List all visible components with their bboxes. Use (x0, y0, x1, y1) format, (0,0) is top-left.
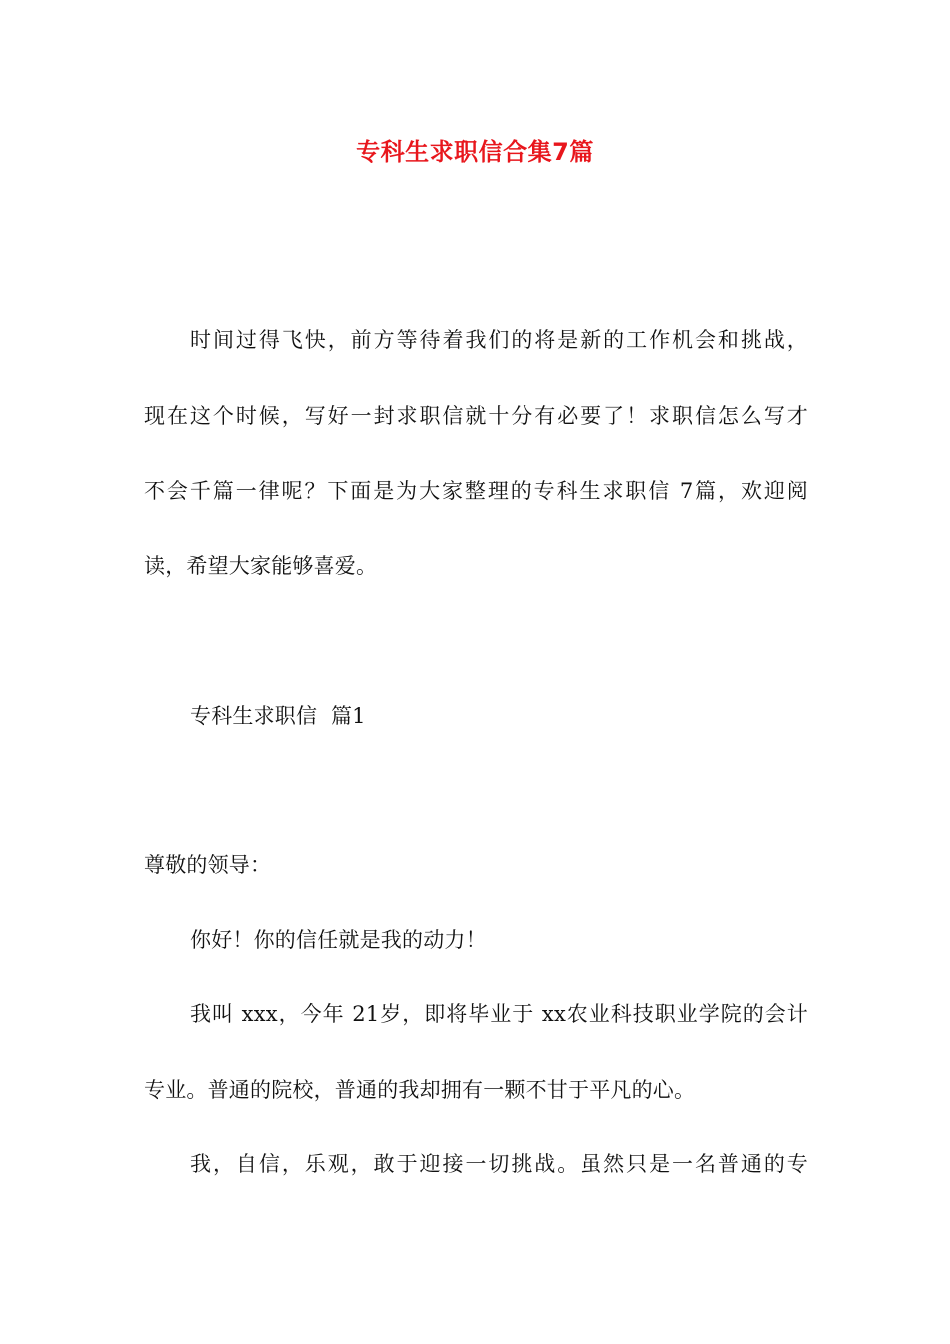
paragraph-1-line-1: 我叫 xxx，今年 21岁，即将毕业于 xx农业科技职业学院的会计 (190, 1002, 808, 1026)
intro-line-3: 不会千篇一律呢？下面是为大家整理的专科生求职信 7篇，欢迎阅 (144, 479, 808, 503)
intro-line-1: 时间过得飞快，前方等待着我们的将是新的工作机会和挑战， (190, 328, 808, 352)
intro-line-4: 读，希望大家能够喜爱。 (144, 554, 378, 578)
paragraph-2-line-1: 我，自信，乐观，敢于迎接一切挑战。虽然只是一名普通的专 (190, 1152, 808, 1176)
document-title: 专科生求职信合集7篇 (356, 138, 594, 166)
greeting: 你好！你的信任就是我的动力！ (190, 928, 487, 952)
paragraph-1-line-2: 专业。普通的院校，普通的我却拥有一颗不甘于平凡的心。 (144, 1078, 696, 1102)
intro-line-2: 现在这个时候，写好一封求职信就十分有必要了！求职信怎么写才 (144, 404, 808, 428)
section-heading: 专科生求职信 篇1 (190, 704, 366, 728)
salutation: 尊敬的领导： (144, 853, 272, 877)
